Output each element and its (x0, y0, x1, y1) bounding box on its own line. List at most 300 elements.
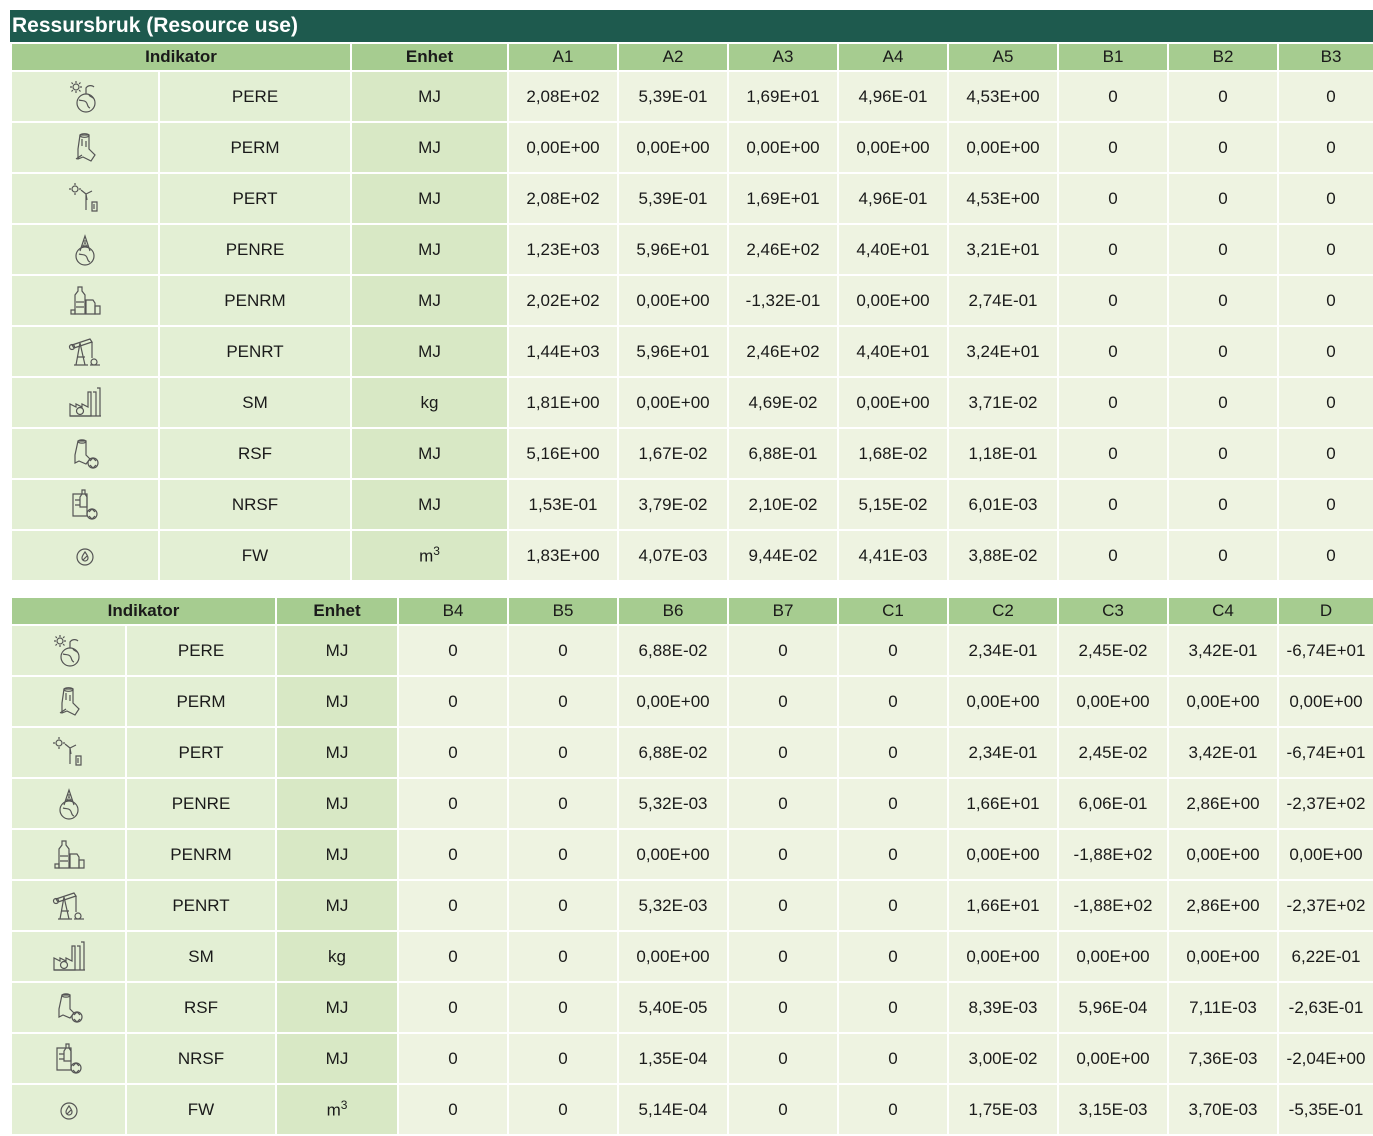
unit-cell (351, 377, 508, 428)
value-cell: 2,46E+02 (728, 224, 838, 275)
unit-text: kg (420, 392, 439, 412)
value-cell: 4,40E+01 (838, 224, 948, 275)
log-recycle-icon (12, 437, 158, 471)
table-row (11, 931, 1373, 982)
table-row (11, 71, 1373, 122)
indicator-icon-cell (11, 880, 126, 931)
value-cell: 5,39E-01 (618, 71, 728, 122)
indicator-icon-cell (11, 377, 159, 428)
value-cell: -1,88E+02 (1058, 829, 1168, 880)
value-cell: 0 (398, 982, 508, 1033)
header-module-b3: B3 (1278, 43, 1373, 71)
header-unit: Enhet (276, 597, 398, 625)
value-cell: 0 (398, 931, 508, 982)
value-cell: 0 (508, 931, 618, 982)
value-cell: 1,67E-02 (618, 428, 728, 479)
value-cell: 0 (1168, 428, 1278, 479)
water-drop-icon (12, 1093, 125, 1127)
value-cell: 0 (398, 1033, 508, 1084)
unit-text: MJ (325, 742, 349, 762)
factory-recycle-icon (12, 386, 158, 420)
unit-cell (276, 676, 398, 727)
value-cell: 0 (1278, 275, 1373, 326)
table-row (11, 880, 1373, 931)
value-cell: 0,00E+00 (948, 829, 1058, 880)
value-cell: 1,68E-02 (838, 428, 948, 479)
value-cell: 0 (1058, 275, 1168, 326)
indicator-name: PERT (159, 173, 351, 224)
value-cell: -1,88E+02 (1058, 880, 1168, 931)
value-cell: 0 (1168, 530, 1278, 581)
bottle-recycle-icon (12, 488, 158, 522)
indicator-icon-cell (11, 173, 159, 224)
indicator-name: PERT (126, 727, 276, 778)
unit-cell (351, 530, 508, 581)
table-row (11, 625, 1373, 676)
indicator-name: FW (126, 1084, 276, 1135)
svg-text:A: A (82, 240, 88, 250)
value-cell: 0 (398, 880, 508, 931)
value-cell: 0,00E+00 (1168, 931, 1278, 982)
value-cell: 0 (508, 880, 618, 931)
value-cell: 6,88E-01 (728, 428, 838, 479)
unit-superscript: 3 (340, 1098, 348, 1113)
value-cell: 0 (1278, 224, 1373, 275)
value-cell: 0,00E+00 (618, 676, 728, 727)
value-cell: 0,00E+00 (1278, 829, 1373, 880)
value-cell: 6,01E-03 (948, 479, 1058, 530)
value-cell: 0 (1278, 173, 1373, 224)
indicator-icon-cell (11, 931, 126, 982)
value-cell: 0 (838, 982, 948, 1033)
value-cell: 0 (1058, 224, 1168, 275)
value-cell: 3,79E-02 (618, 479, 728, 530)
table-row (11, 377, 1373, 428)
value-cell: 0 (1168, 479, 1278, 530)
table-row (11, 275, 1373, 326)
unit-text: MJ (418, 239, 441, 259)
value-cell: 0 (398, 625, 508, 676)
table-row (11, 173, 1373, 224)
table-row (11, 1033, 1373, 1084)
header-module-c4: C4 (1168, 597, 1278, 625)
value-cell: 2,08E+02 (508, 71, 618, 122)
value-cell: 0 (1058, 377, 1168, 428)
value-cell: 1,53E-01 (508, 479, 618, 530)
value-cell: 5,32E-03 (618, 880, 728, 931)
table-row (11, 676, 1373, 727)
value-cell: 7,11E-03 (1168, 982, 1278, 1033)
value-cell: 1,23E+03 (508, 224, 618, 275)
header-indicator: Indikator (11, 43, 351, 71)
unit-text: MJ (418, 290, 441, 310)
value-cell: 0 (398, 1084, 508, 1135)
value-cell: 0,00E+00 (838, 122, 948, 173)
indicator-name: PENRT (126, 880, 276, 931)
indicator-icon-cell (11, 224, 159, 275)
value-cell: 4,40E+01 (838, 326, 948, 377)
unit-text: MJ (325, 691, 349, 711)
header-module-a4: A4 (838, 43, 948, 71)
indicator-icon-cell (11, 625, 126, 676)
svg-text:A: A (65, 794, 72, 804)
value-cell: 0,00E+00 (618, 377, 728, 428)
value-cell: 0 (1278, 530, 1373, 581)
value-cell: -2,37E+02 (1278, 778, 1373, 829)
value-cell: 0 (398, 727, 508, 778)
resource-use-table-b4-d (10, 596, 1373, 1136)
header-module-b7: B7 (728, 597, 838, 625)
header-module-b2: B2 (1168, 43, 1278, 71)
table-row (11, 1084, 1373, 1135)
value-cell: 0,00E+00 (618, 829, 728, 880)
unit-text: kg (328, 946, 346, 966)
value-cell: 0 (728, 982, 838, 1033)
value-cell: -1,32E-01 (728, 275, 838, 326)
indicator-name: PENRM (159, 275, 351, 326)
indicator-name: SM (159, 377, 351, 428)
log-recycle-icon (12, 991, 125, 1025)
value-cell: 0 (1278, 428, 1373, 479)
table-row (11, 778, 1373, 829)
value-cell: 0,00E+00 (1058, 1033, 1168, 1084)
value-cell: 0 (1278, 71, 1373, 122)
header-module-c1: C1 (838, 597, 948, 625)
table-row (11, 530, 1373, 581)
value-cell: 4,07E-03 (618, 530, 728, 581)
value-cell: 1,69E+01 (728, 173, 838, 224)
value-cell: 0 (728, 1033, 838, 1084)
table-row (11, 727, 1373, 778)
indicator-name: NRSF (159, 479, 351, 530)
unit-cell (351, 326, 508, 377)
value-cell: 1,75E-03 (948, 1084, 1058, 1135)
value-cell: 2,34E-01 (948, 727, 1058, 778)
value-cell: 0 (838, 727, 948, 778)
value-cell: -6,74E+01 (1278, 625, 1373, 676)
value-cell: 0,00E+00 (508, 122, 618, 173)
header-module-b6: B6 (618, 597, 728, 625)
table-row (11, 326, 1373, 377)
value-cell: 0,00E+00 (1278, 676, 1373, 727)
indicator-name: RSF (126, 982, 276, 1033)
value-cell: 0,00E+00 (1058, 931, 1168, 982)
value-cell: 0 (1058, 479, 1168, 530)
header-module-c3: C3 (1058, 597, 1168, 625)
value-cell: 3,15E-03 (1058, 1084, 1168, 1135)
table-row (11, 479, 1373, 530)
unit-text: MJ (418, 341, 441, 361)
indicator-icon-cell (11, 727, 126, 778)
value-cell: 0 (838, 778, 948, 829)
value-cell: -2,63E-01 (1278, 982, 1373, 1033)
unit-cell (351, 428, 508, 479)
value-cell: 2,08E+02 (508, 173, 618, 224)
value-cell: 4,96E-01 (838, 173, 948, 224)
value-cell: 1,83E+00 (508, 530, 618, 581)
header-module-b5: B5 (508, 597, 618, 625)
indicator-icon-cell (11, 676, 126, 727)
value-cell: 0 (1168, 275, 1278, 326)
indicator-icon-cell (11, 1033, 126, 1084)
unit-text: MJ (418, 494, 441, 514)
indicator-icon-cell (11, 428, 159, 479)
value-cell: 2,74E-01 (948, 275, 1058, 326)
value-cell: 0 (398, 778, 508, 829)
indicator-icon-cell (11, 275, 159, 326)
unit-cell (276, 931, 398, 982)
value-cell: 1,35E-04 (618, 1033, 728, 1084)
pumpjack-icon (12, 335, 158, 369)
value-cell: 0 (1058, 326, 1168, 377)
value-cell: 0 (1168, 71, 1278, 122)
value-cell: 0 (508, 1033, 618, 1084)
value-cell: 0,00E+00 (618, 122, 728, 173)
value-cell: 0 (1168, 224, 1278, 275)
value-cell: 0 (1058, 530, 1168, 581)
unit-text: MJ (325, 844, 349, 864)
bottles-icon (12, 838, 125, 872)
indicator-name: FW (159, 530, 351, 581)
unit-cell (351, 173, 508, 224)
header-module-d: D (1278, 597, 1373, 625)
table-row (11, 829, 1373, 880)
value-cell: 7,36E-03 (1168, 1033, 1278, 1084)
value-cell: 0,00E+00 (948, 676, 1058, 727)
indicator-icon-cell (11, 71, 159, 122)
value-cell: 0 (508, 676, 618, 727)
unit-text: MJ (418, 443, 441, 463)
value-cell: 2,34E-01 (948, 625, 1058, 676)
unit-text: MJ (325, 997, 349, 1017)
indicator-name: PERM (159, 122, 351, 173)
value-cell: 0 (1058, 428, 1168, 479)
value-cell: -2,37E+02 (1278, 880, 1373, 931)
unit-text: MJ (325, 640, 349, 660)
value-cell: 0,00E+00 (1058, 676, 1168, 727)
value-cell: 0 (728, 778, 838, 829)
value-cell: 0 (508, 625, 618, 676)
unit-text: MJ (325, 1048, 349, 1068)
value-cell: 0 (1168, 326, 1278, 377)
value-cell: 6,22E-01 (1278, 931, 1373, 982)
unit-text: MJ (418, 137, 441, 157)
value-cell: 5,96E+01 (618, 224, 728, 275)
pumpjack-icon (12, 889, 125, 923)
water-drop-icon (12, 539, 158, 573)
value-cell: 0,00E+00 (948, 122, 1058, 173)
value-cell: 0,00E+00 (618, 275, 728, 326)
indicator-name: PENRE (126, 778, 276, 829)
sun-earth-icon (12, 634, 125, 668)
unit-cell (351, 71, 508, 122)
value-cell: 5,14E-04 (618, 1084, 728, 1135)
value-cell: 1,81E+00 (508, 377, 618, 428)
indicator-name: PENRE (159, 224, 351, 275)
page-title: Ressursbruk (Resource use) (10, 10, 1373, 42)
value-cell: 0 (1058, 71, 1168, 122)
unit-cell (276, 880, 398, 931)
indicator-name: PENRM (126, 829, 276, 880)
value-cell: 2,45E-02 (1058, 625, 1168, 676)
value-cell: 1,66E+01 (948, 778, 1058, 829)
value-cell: 4,69E-02 (728, 377, 838, 428)
unit-cell (351, 479, 508, 530)
indicator-icon-cell (11, 1084, 126, 1135)
value-cell: 0 (508, 778, 618, 829)
value-cell: 0,00E+00 (838, 377, 948, 428)
value-cell: 0 (508, 982, 618, 1033)
value-cell: 6,06E-01 (1058, 778, 1168, 829)
indicator-icon-cell (11, 829, 126, 880)
value-cell: 0 (728, 727, 838, 778)
value-cell: 3,21E+01 (948, 224, 1058, 275)
unit-text: m (326, 1100, 341, 1120)
indicator-icon-cell (11, 778, 126, 829)
header-module-c2: C2 (948, 597, 1058, 625)
value-cell: 0,00E+00 (618, 931, 728, 982)
value-cell: 0 (838, 1084, 948, 1135)
value-cell: 5,96E+01 (618, 326, 728, 377)
value-cell: 0 (1168, 122, 1278, 173)
value-cell: 0 (508, 1084, 618, 1135)
value-cell: 0 (838, 880, 948, 931)
value-cell: 0 (728, 676, 838, 727)
value-cell: 2,86E+00 (1168, 880, 1278, 931)
indicator-name: PERE (126, 625, 276, 676)
indicator-name: NRSF (126, 1033, 276, 1084)
indicator-icon-cell (11, 982, 126, 1033)
header-module-a1: A1 (508, 43, 618, 71)
value-cell: 9,44E-02 (728, 530, 838, 581)
value-cell: 0 (838, 829, 948, 880)
header-unit: Enhet (351, 43, 508, 71)
value-cell: 1,69E+01 (728, 71, 838, 122)
value-cell: -6,74E+01 (1278, 727, 1373, 778)
sun-earth-icon (12, 80, 158, 114)
value-cell: 2,45E-02 (1058, 727, 1168, 778)
value-cell: 3,70E-03 (1168, 1084, 1278, 1135)
indicator-name: PERE (159, 71, 351, 122)
unit-text: MJ (325, 793, 349, 813)
header-module-b4: B4 (398, 597, 508, 625)
unit-cell (276, 982, 398, 1033)
value-cell: 8,39E-03 (948, 982, 1058, 1033)
header-module-a3: A3 (728, 43, 838, 71)
value-cell: 0 (728, 829, 838, 880)
table-row (11, 982, 1373, 1033)
wood-log-icon (12, 131, 158, 165)
oil-rig-earth-icon (12, 787, 125, 821)
factory-recycle-icon (12, 940, 125, 974)
header-module-a5: A5 (948, 43, 1058, 71)
value-cell: 4,96E-01 (838, 71, 948, 122)
unit-cell (351, 224, 508, 275)
indicator-icon-cell (11, 530, 159, 581)
value-cell: 2,86E+00 (1168, 778, 1278, 829)
unit-superscript: 3 (433, 544, 440, 559)
unit-cell (276, 829, 398, 880)
value-cell: 0 (838, 1033, 948, 1084)
unit-cell (276, 778, 398, 829)
value-cell: 0 (838, 931, 948, 982)
value-cell: 0 (1168, 377, 1278, 428)
value-cell: 0 (398, 829, 508, 880)
value-cell: 2,10E-02 (728, 479, 838, 530)
sun-wind-log-icon (12, 182, 158, 216)
value-cell: 1,18E-01 (948, 428, 1058, 479)
value-cell: 0 (728, 1084, 838, 1135)
value-cell: 0 (1058, 122, 1168, 173)
value-cell: 0 (838, 676, 948, 727)
unit-cell (276, 625, 398, 676)
value-cell: 3,71E-02 (948, 377, 1058, 428)
bottles-icon (12, 284, 158, 318)
value-cell: 0 (1058, 173, 1168, 224)
value-cell: 5,16E+00 (508, 428, 618, 479)
indicator-icon-cell (11, 326, 159, 377)
unit-cell (351, 275, 508, 326)
unit-cell (276, 1033, 398, 1084)
indicator-name: PENRT (159, 326, 351, 377)
bottle-recycle-icon (12, 1042, 125, 1076)
value-cell: 4,53E+00 (948, 71, 1058, 122)
wood-log-icon (12, 685, 125, 719)
value-cell: 0,00E+00 (1168, 829, 1278, 880)
indicator-icon-cell (11, 479, 159, 530)
header-indicator: Indikator (11, 597, 276, 625)
value-cell: 1,66E+01 (948, 880, 1058, 931)
value-cell: 0 (508, 829, 618, 880)
value-cell: 2,02E+02 (508, 275, 618, 326)
value-cell: 0 (1278, 377, 1373, 428)
unit-text: MJ (418, 188, 441, 208)
value-cell: 5,40E-05 (618, 982, 728, 1033)
value-cell: 3,24E+01 (948, 326, 1058, 377)
value-cell: 0 (1278, 326, 1373, 377)
value-cell: 3,00E-02 (948, 1033, 1058, 1084)
value-cell: 0 (508, 727, 618, 778)
unit-text: m (419, 546, 434, 566)
oil-rig-earth-icon (12, 233, 158, 267)
header-module-b1: B1 (1058, 43, 1168, 71)
value-cell: 3,88E-02 (948, 530, 1058, 581)
unit-text: MJ (418, 86, 441, 106)
value-cell: 0,00E+00 (948, 931, 1058, 982)
value-cell: 4,53E+00 (948, 173, 1058, 224)
value-cell: 0 (728, 625, 838, 676)
value-cell: 0 (728, 880, 838, 931)
value-cell: 1,44E+03 (508, 326, 618, 377)
value-cell: 0 (728, 931, 838, 982)
value-cell: 0,00E+00 (728, 122, 838, 173)
value-cell: 0 (1278, 479, 1373, 530)
value-cell: 0 (1278, 122, 1373, 173)
unit-cell (276, 727, 398, 778)
unit-text: MJ (325, 895, 349, 915)
value-cell: 2,46E+02 (728, 326, 838, 377)
value-cell: 0,00E+00 (1168, 676, 1278, 727)
value-cell: 0 (838, 625, 948, 676)
indicator-name: PERM (126, 676, 276, 727)
value-cell: 5,15E-02 (838, 479, 948, 530)
value-cell: 6,88E-02 (618, 625, 728, 676)
sun-wind-log-icon (12, 736, 125, 770)
value-cell: 3,42E-01 (1168, 727, 1278, 778)
table-row (11, 224, 1373, 275)
indicator-name: SM (126, 931, 276, 982)
unit-cell (276, 1084, 398, 1135)
